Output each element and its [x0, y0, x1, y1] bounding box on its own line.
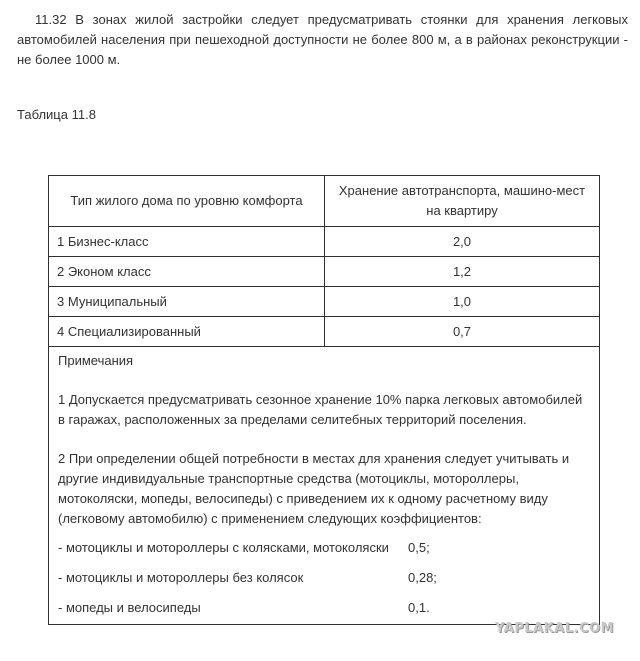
row-value: 1,2: [325, 257, 600, 287]
table-row: [49, 287, 600, 317]
notes-row: [49, 347, 600, 625]
site-watermark: YAPLAKAL.COM: [495, 621, 614, 636]
comfort-parking-table: [48, 175, 600, 625]
coefficient-label: - мотоциклы и мотороллеры с колясками, мотоколяски: [58, 540, 389, 555]
row-value: 2,0: [325, 227, 600, 257]
coefficient-label: - мопеды и велосипеды: [58, 600, 201, 615]
row-type: 4 Специализированный: [49, 317, 325, 347]
paragraph-11-32: 11.32 В зонах жилой застройки следует предусматривать стоянки для хранения легковых автомобилей населения при пешеходной доступности не более 800 м, а в районах реконструкции - не более 1000 м.: [17, 12, 628, 67]
row-type: 1 Бизнес-класс: [49, 227, 325, 257]
note-1: 1 Допускается предусматривать сезонное хранение 10% парка легковых автомобилей в гаражах, расположенных за пределами селитебных территорий поселения.: [58, 392, 583, 427]
row-type: 2 Эконом класс: [49, 257, 325, 287]
row-value: 0,7: [325, 317, 600, 347]
note-2: 2 При определении общей потребности в местах для хранения следует учитывать и другие индивидуальные транспортные средства (мотоциклы, мотороллеры, мотоколяски, мопеды, велосипеды) с приведением их к одному расчетному виду (легковому автомобилю) с применением следующих коэффициентов:: [58, 451, 570, 526]
header-housing-type: Тип жилого дома по уровню комфорта: [49, 176, 325, 227]
notes-title: Примечания: [58, 353, 134, 368]
coefficient-label: - мотоциклы и мотороллеры без колясок: [58, 570, 304, 585]
notes-cell: [49, 347, 600, 625]
table-row: [49, 317, 600, 347]
row-value: 1,0: [325, 287, 600, 317]
coefficient-value: 0,1.: [408, 600, 430, 615]
table-caption: Таблица 11.8: [17, 107, 96, 122]
coefficient-value: 0,28;: [408, 570, 437, 585]
table-row: [49, 227, 600, 257]
row-type: 3 Муниципальный: [49, 287, 325, 317]
header-parking-places: Хранение автотранспорта, машино-мест на квартиру: [325, 176, 600, 227]
coefficient-item: [58, 538, 590, 558]
coefficient-item: [58, 598, 590, 618]
table-header-row: [49, 176, 600, 227]
table-row: [49, 257, 600, 287]
coefficient-item: [58, 568, 590, 588]
coefficient-value: 0,5;: [408, 540, 430, 555]
